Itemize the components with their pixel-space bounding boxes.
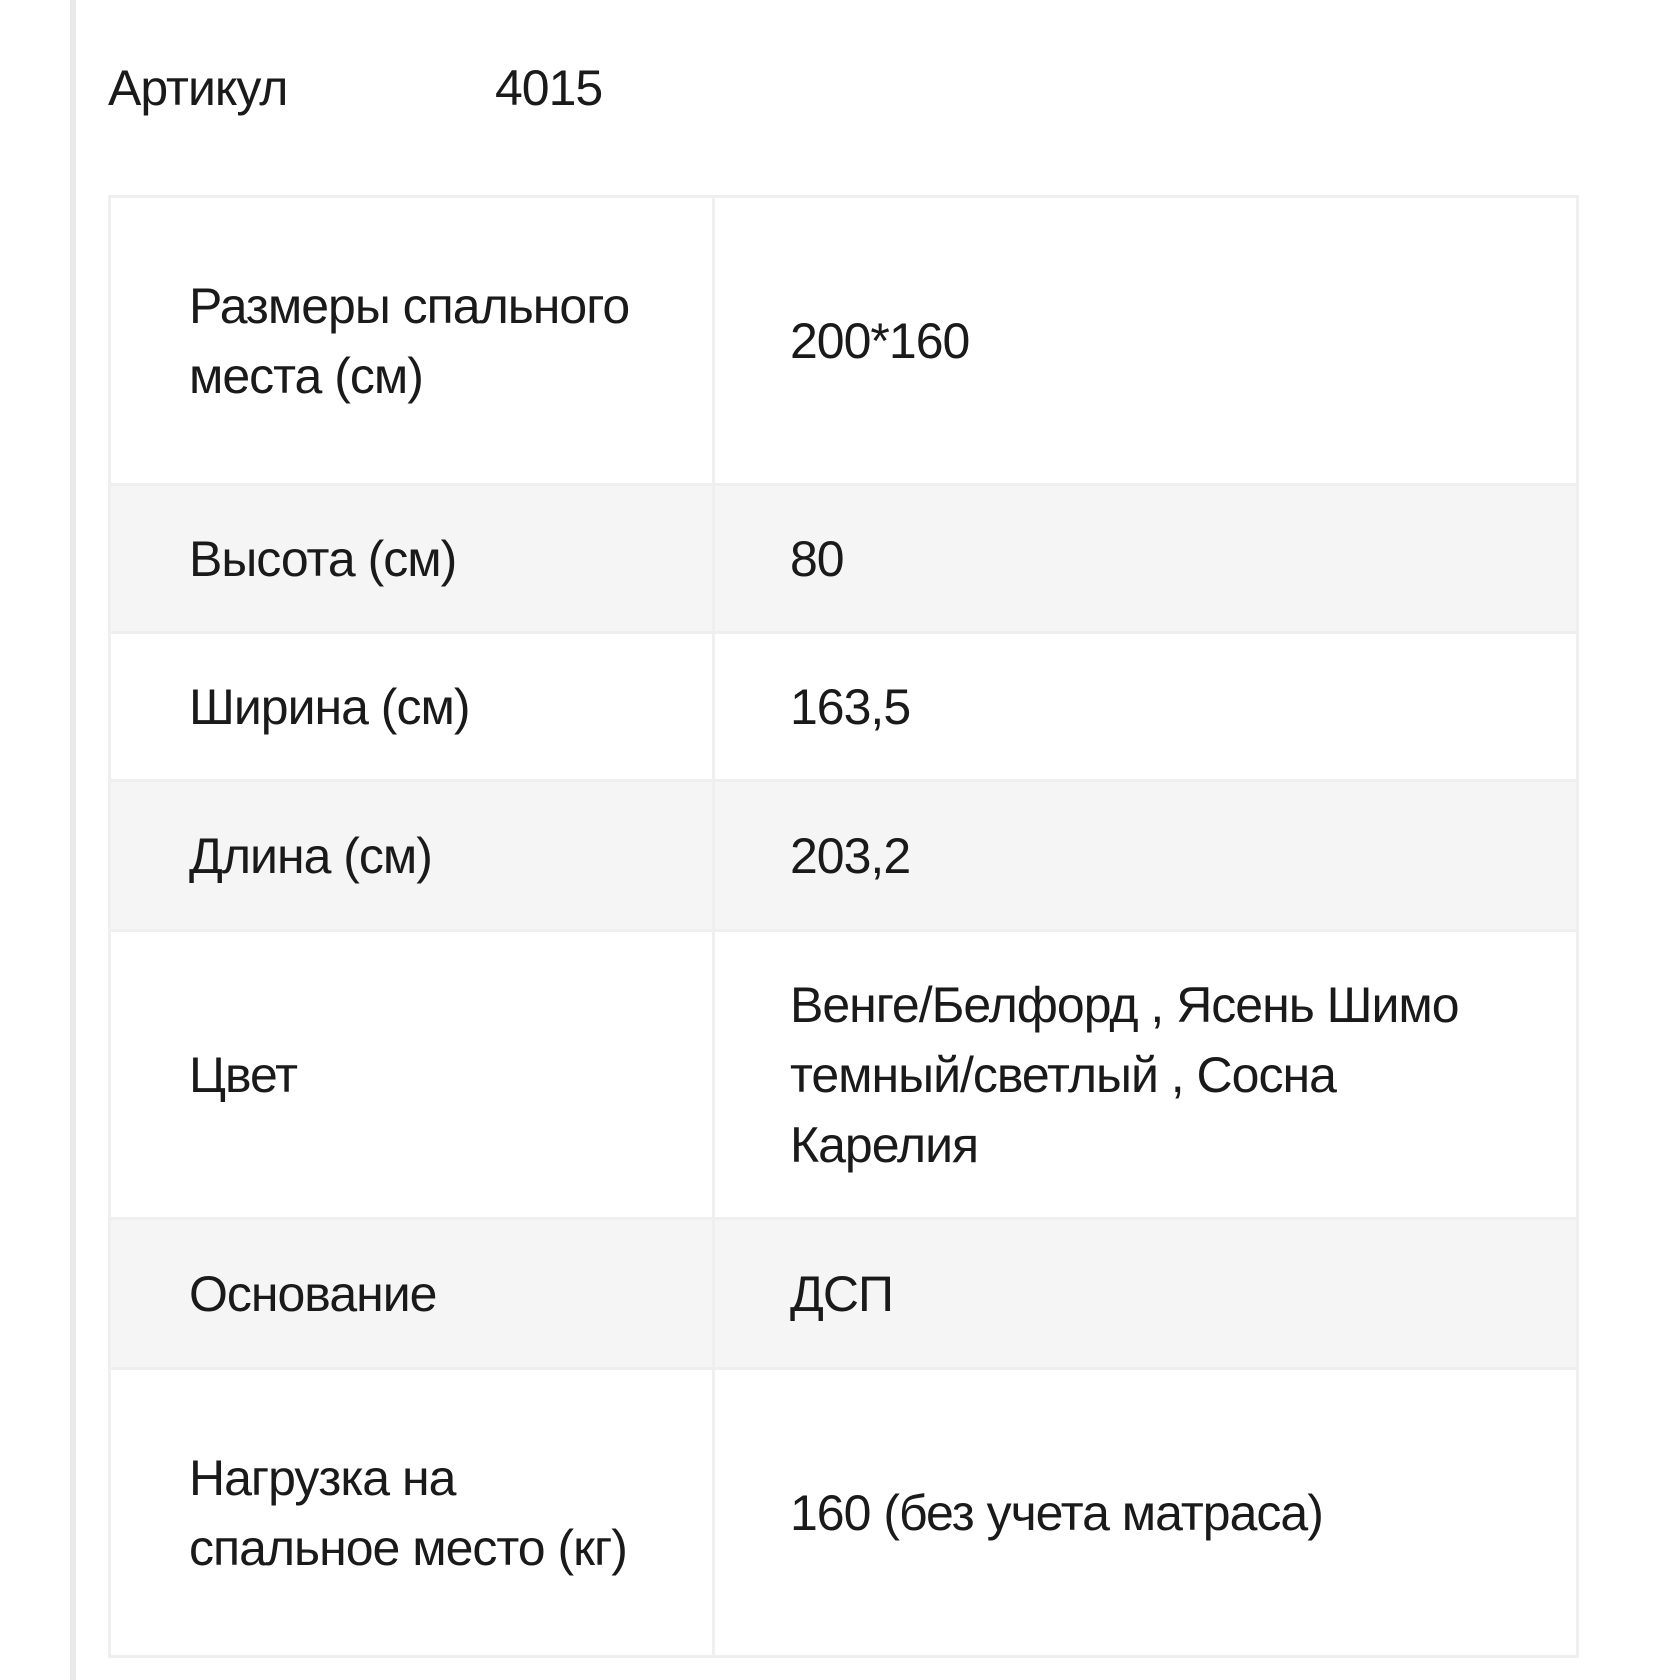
spec-name: Ширина (см) [110,633,714,781]
spec-value: 80 [714,485,1578,633]
sku-row [108,48,602,128]
spec-name: Длина (см) [110,781,714,931]
spec-name: Основание [110,1219,714,1369]
table-row [110,1369,1578,1657]
spec-value: ДСП [714,1219,1578,1369]
spec-name: Цвет [110,931,714,1219]
spec-name: Высота (см) [110,485,714,633]
spec-value: 160 (без учета матраса) [714,1369,1578,1657]
spec-value: Венге/Белфорд , Ясень Шимо темный/светлый , Сосна Карелия [714,931,1578,1219]
spec-name: Размеры спального места (см) [110,197,714,485]
page-left-border [70,0,76,1680]
specifications-table [108,195,1579,1658]
table-row [110,633,1578,781]
table-row [110,1219,1578,1369]
table-row [110,931,1578,1219]
spec-value: 200*160 [714,197,1578,485]
spec-value: 163,5 [714,633,1578,781]
sku-value: 4015 [495,60,603,116]
sku-label: Артикул [108,60,288,116]
table-row [110,197,1578,485]
spec-name: Нагрузка на спальное место (кг) [110,1369,714,1657]
table-row [110,485,1578,633]
table-row [110,781,1578,931]
spec-value: 203,2 [714,781,1578,931]
